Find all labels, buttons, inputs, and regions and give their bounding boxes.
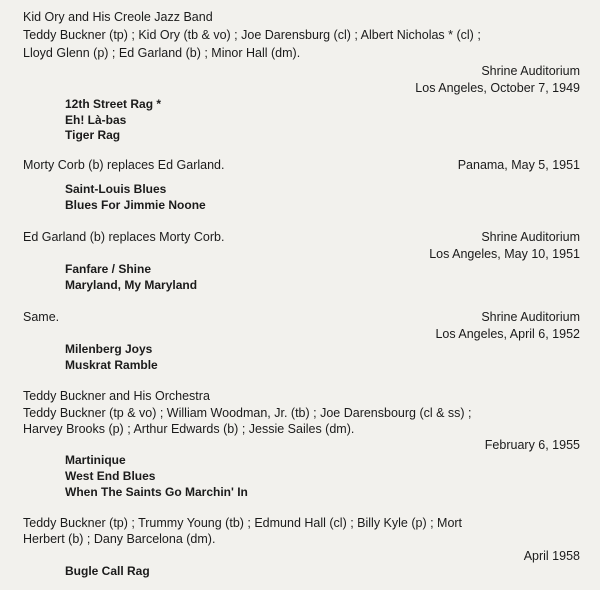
track-title: Milenberg Joys [65,342,153,356]
track-title: West End Blues [65,469,156,483]
track-title: When The Saints Go Marchin' In [65,485,248,499]
recording-date: February 6, 1955 [484,438,580,452]
recording-date: Los Angeles, April 6, 1952 [435,327,580,341]
personnel-line: Lloyd Glenn (p) ; Ed Garland (b) ; Minor Hall (dm). [23,46,301,60]
track-title: Blues For Jimmie Noone [65,198,206,212]
band-title: Teddy Buckner and His Orchestra [23,389,210,403]
track-title: Maryland, My Maryland [65,278,198,292]
recording-date: Panama, May 5, 1951 [457,158,580,172]
venue: Shrine Auditorium [481,230,580,244]
track-title: Eh! Là-bas [65,113,127,127]
personnel-note: Same. [23,310,60,324]
personnel-line: Herbert (b) ; Dany Barcelona (dm). [23,532,216,546]
recording-date: Los Angeles, October 7, 1949 [415,81,580,95]
recording-date: Los Angeles, May 10, 1951 [429,247,580,261]
personnel-note: Ed Garland (b) replaces Morty Corb. [23,230,225,244]
track-title: Fanfare / Shine [65,262,152,276]
personnel-line: Teddy Buckner (tp) ; Trummy Young (tb) ; Edmund Hall (cl) ; Billy Kyle (p) ; Mort [23,516,463,530]
venue: Shrine Auditorium [481,64,580,78]
track-title: Martinique [65,453,126,467]
personnel-line: Teddy Buckner (tp & vo) ; William Woodman, Jr. (tb) ; Joe Darensbourg (cl & ss) ; [23,406,472,420]
track-title: Tiger Rag [65,128,121,142]
personnel-line: Harvey Brooks (p) ; Arthur Edwards (b) ; Jessie Sailes (dm). [23,422,355,436]
personnel-line: Teddy Buckner (tp) ; Kid Ory (tb & vo) ; Joe Darensburg (cl) ; Albert Nicholas * (cl) ; [23,28,481,42]
personnel-note: Morty Corb (b) replaces Ed Garland. [23,158,225,172]
track-title: Bugle Call Rag [65,564,150,578]
track-title: Muskrat Ramble [65,358,158,372]
venue: Shrine Auditorium [481,310,580,324]
track-title: 12th Street Rag * [65,97,162,111]
band-title: Kid Ory and His Creole Jazz Band [23,10,213,24]
recording-date: April 1958 [523,549,580,563]
track-title: Saint-Louis Blues [65,182,167,196]
